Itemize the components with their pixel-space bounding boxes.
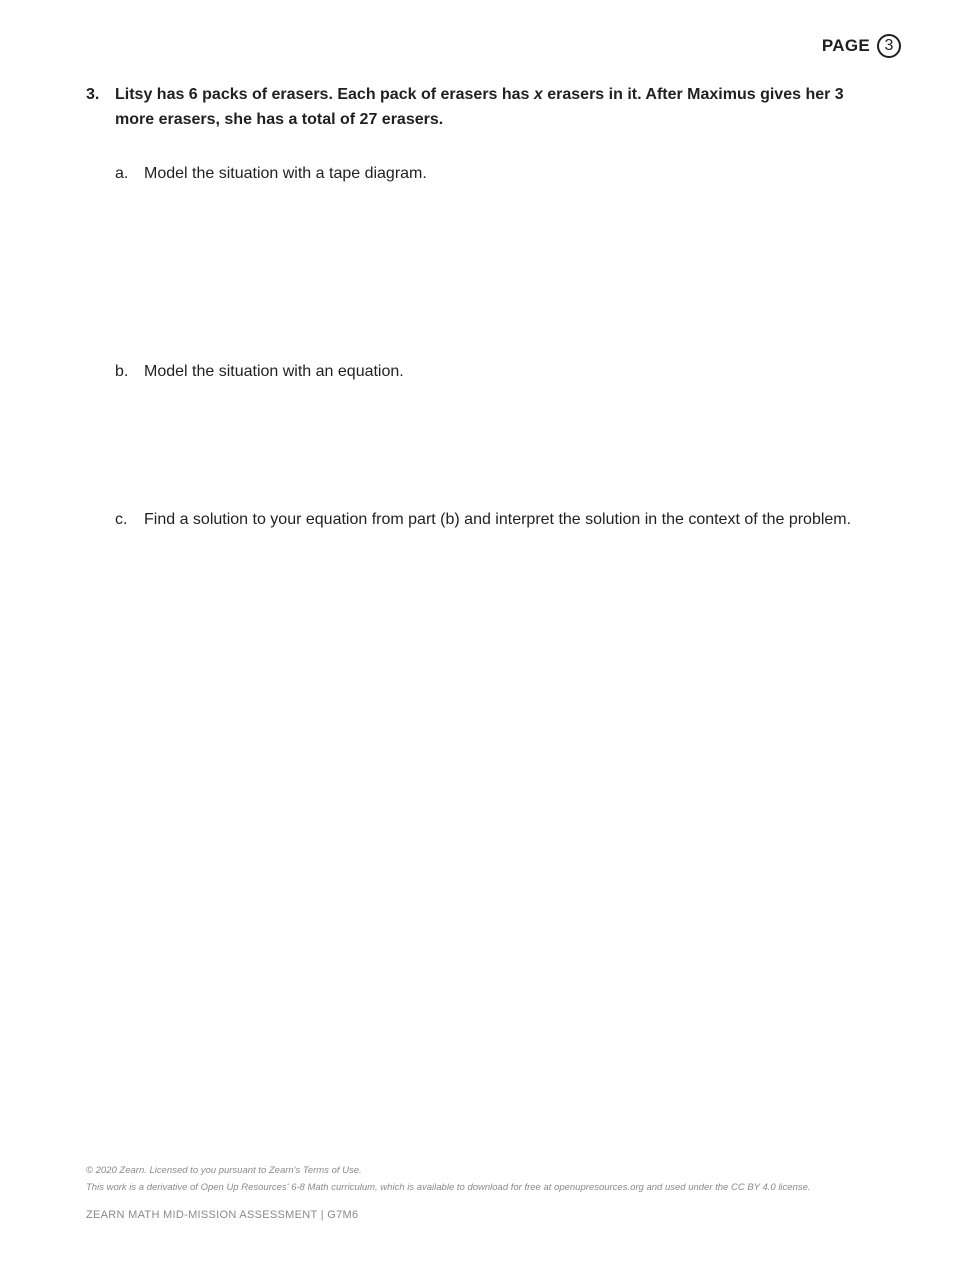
- page-number-badge: 3: [877, 34, 901, 58]
- part-c-letter: c.: [115, 511, 128, 528]
- part-c-text: Find a solution to your equation from part (b) and interpret the solution in the context of the problem.: [144, 511, 852, 528]
- question-text: [115, 82, 876, 132]
- question-number: 3.: [86, 86, 100, 103]
- page-label: PAGE: [821, 36, 870, 55]
- footer-license: This work is a derivative of Open Up Resources' 6-8 Math curriculum, which is available to download for free at openupresources.org and used under the CC BY 4.0 license.: [86, 1182, 811, 1193]
- question-variable: x: [533, 86, 543, 103]
- footer: [86, 1162, 946, 1221]
- question-text-end: erasers in it. After Maximus gives her 3 more erasers, she has a total of 27 erasers.: [115, 86, 844, 128]
- page-indicator: [822, 34, 901, 58]
- footer-copyright: © 2020 Zearn. Licensed to you pursuant to Zearn's Terms of Use.: [86, 1165, 362, 1176]
- part-b-letter: b.: [115, 363, 129, 380]
- question-text-start: Litsy has 6 packs of erasers. Each pack of erasers has: [115, 86, 534, 103]
- part-a: [115, 163, 427, 185]
- part-a-text: Model the situation with a tape diagram.: [144, 165, 427, 182]
- footer-assessment-title: ZEARN MATH MID-MISSION ASSESSMENT | G7M6: [86, 1209, 359, 1221]
- question-3: [86, 82, 876, 132]
- part-b: [115, 361, 404, 383]
- part-b-text: Model the situation with an equation.: [144, 363, 404, 380]
- part-a-letter: a.: [115, 165, 129, 182]
- part-c: [115, 509, 851, 531]
